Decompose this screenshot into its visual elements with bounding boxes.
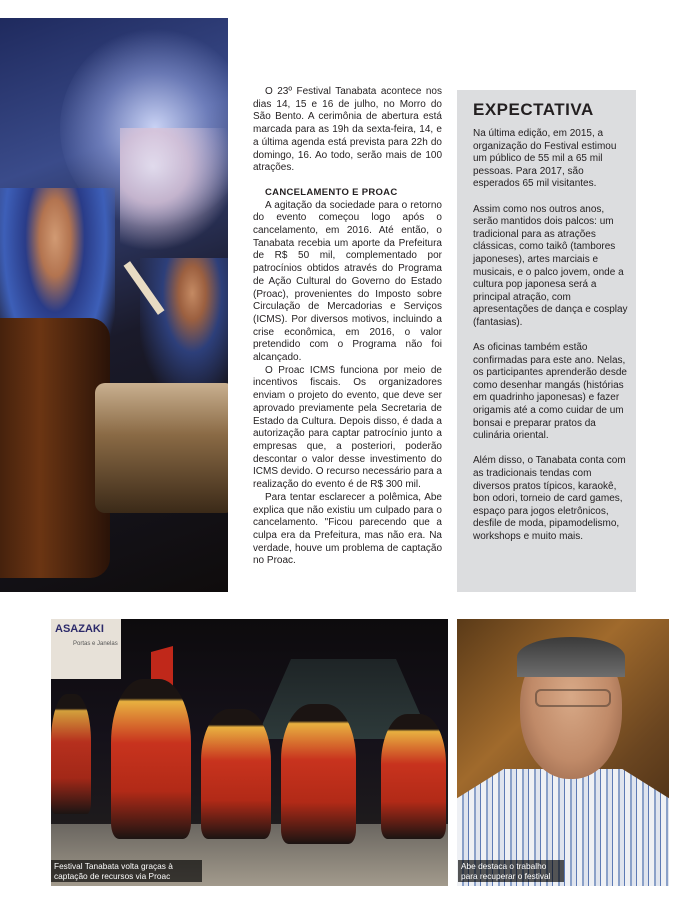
photo-taiko-drummers <box>0 18 228 592</box>
drummer-right <box>140 258 228 398</box>
dancer <box>111 679 191 839</box>
caption-text: Abe destaca o trabalho para recuperar o festival <box>461 861 551 881</box>
sidebar-paragraph: Na última edição, em 2015, a organização do Festival estimou um público de 55 mil a 65 mil pessoas. Para 2017, são esperados 65 mil visitantes. <box>473 128 617 190</box>
sidebar-box <box>457 90 636 592</box>
store-sign-text: ASAZAKI <box>55 623 104 635</box>
cherry-blossom-decoration <box>120 128 228 258</box>
photo-festival-dancers <box>51 619 448 886</box>
dancer <box>51 694 91 814</box>
caption-text: Festival Tanabata volta graças à captação de recursos via Proac <box>54 861 173 881</box>
glasses <box>535 689 611 707</box>
sidebar-title: EXPECTATIVA <box>473 100 594 119</box>
sidebar-paragraph: Além disso, o Tanabata conta com as tradicionais tendas com diversos pratos típicos, karaokê, bon odori, torneio de card games, espaço para jogos eletrônicos, desfile de moda, pipamodelismo, workshops e muito mais. <box>473 455 626 542</box>
article-paragraph: A agitação da sociedade para o retorno do evento começou logo após o cancelamento, em 2016. Até então, o Tanabata recebia um aporte da Prefeitura de R$ 50 mil, complementado por patrocínios obtidos através do Programa de Ação Cultural do Governo do Estado (Proac), provenientes do Imposto sobre Circulação de Mercadorias e Serviços (ICMS). Por diversos motivos, incluindo a crise econômica, em 2016, o valor pretendido com o Programa não foi alcançado. <box>253 199 442 364</box>
photo-caption-left <box>51 860 202 882</box>
dancer <box>201 709 271 839</box>
article-intro: O 23º Festival Tanabata acontece nos dias 14, 15 e 16 de julho, no Morro do São Bento. A cerimônia de abertura está marcada para as 19h da sexta-feira, 14, e a última agenda está prevista para 22h do domingo, 16. Ao todo, serão mais de 100 atrações. <box>253 86 442 174</box>
article-column <box>253 86 442 568</box>
taiko-drum-large <box>0 318 110 578</box>
sidebar-body <box>473 128 631 556</box>
article-paragraph: O Proac ICMS funciona por meio de incentivos fiscais. Os organizadores enviam o projeto do evento, que deve ser aprovado previamente pela Secretaria de Estado da Cultura. Depois disso, é dada a autorização para captar patrocínio junto a empresas que, a posteriori, poderão descontar o valor desse investimento do ICMS devido. O recurso necessário para a realização do evento é de R$ 300 mil. <box>253 364 442 491</box>
taiko-drum <box>95 383 228 513</box>
dancer <box>381 714 446 839</box>
article-paragraph: Para tentar esclarecer a polêmica, Abe explica que não existiu um culpado para o cancelamento. "Ficou parecendo que a culpa era da Prefeitura, mas não era. Na verdade, houve um problema de captação no Proac. <box>253 491 442 567</box>
sidebar-paragraph: As oficinas também estão confirmadas para este ano. Nelas, os participantes aprenderão desde como desenhar mangás (histórias em quadrinho japonesas) e fazer origamis até a como cuidar de um bonsai e preparar pratos da culinária oriental. <box>473 342 627 442</box>
photo-caption-right <box>458 860 564 882</box>
photo-portrait-abe <box>457 619 669 886</box>
store-sign <box>51 619 121 679</box>
article-subheading: CANCELAMENTO E PROAC <box>265 186 398 198</box>
dancer <box>281 704 356 844</box>
store-sign-subtext: Portas e Janelas <box>73 641 118 647</box>
hair <box>517 637 625 677</box>
sidebar-paragraph: Assim como nos outros anos, serão mantidos dois palcos: um tradicional para as atrações clássicas, como taikô (tambores japoneses), artes marciais e musicais, e o palco jovem, onde a cultura pop japonesa será a principal atração, com apresentações de dança e cosplay (fantasias). <box>473 203 628 328</box>
